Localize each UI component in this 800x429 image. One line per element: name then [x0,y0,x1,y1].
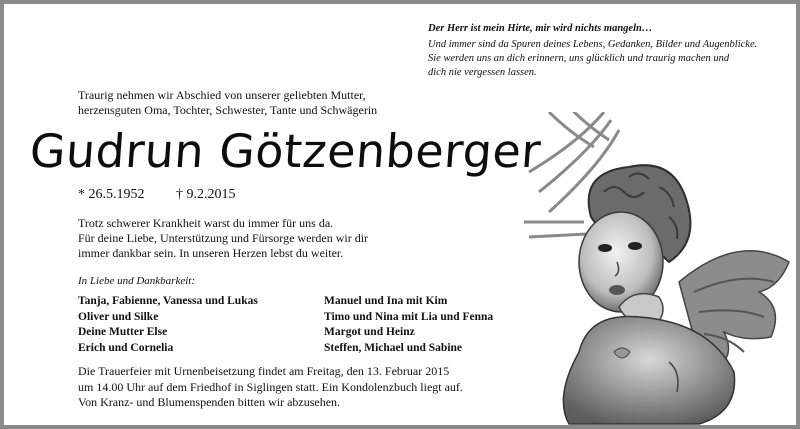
tribute-line: Für deine Liebe, Unterstützung und Fürsorge werden wir dir [78,231,369,245]
psalm-line: Sie werden uns an dich erinnern, uns glücklich und traurig machen und [428,53,730,64]
ceremony-line: Die Trauerfeier mit Urnenbeisetzung findet am Freitag, den 13. Februar 2015 [78,364,450,378]
intro-line: Traurig nehmen wir Abschied von unserer geliebten Mutter, [78,88,366,102]
tribute-line: Trotz schwerer Krankheit warst du immer für uns da. [78,216,334,230]
intro-line: herzensguten Oma, Tochter, Schwester, Tante und Schwägerin [78,103,378,117]
mourner-entry: Erich und Cornelia [78,341,174,354]
psalm-line: dich nie vergessen lassen. [428,67,537,78]
ceremony-info [78,364,548,411]
tribute-text [78,216,428,261]
angel-illustration [509,112,796,425]
mourner-entry: Manuel und Ina mit Kim [324,295,448,307]
ceremony-line: Von Kranz- und Blumenspenden bitten wir abzusehen. [78,395,341,409]
death-date: † 9.2.2015 [176,187,236,202]
deceased-name: Gudrun Götzenberger [28,124,543,178]
mourners-list [78,294,538,356]
life-dates [78,186,236,204]
psalm-line: Und immer sind da Spuren deines Lebens, Gedanken, Bilder und Augenblicke. [428,39,758,50]
intro-text [78,88,438,118]
birth-date: * 26.5.1952 [78,187,145,202]
ceremony-line: um 14.00 Uhr auf dem Friedhof in Siglingen statt. Ein Kondolenzbuch liegt auf. [78,379,463,394]
psalm-quote [428,22,788,80]
mourner-entry: Tanja, Fabienne, Vanessa und Lukas [78,295,258,307]
psalm-title: Der Herr ist mein Hirte, mir wird nichts mangeln… [428,23,653,34]
mourner-entry: Margot und Heinz [324,326,415,338]
mourner-entry: Deine Mutter Else [78,326,168,338]
mourner-entry: Oliver und Silke [78,310,159,323]
mourner-entry: Timo und Nina mit Lia und Fenna [324,310,494,323]
mourners-heading: In Liebe und Dankbarkeit: [78,275,195,287]
tribute-line: immer dankbar sein. In unseren Herzen lebst du weiter. [78,246,344,260]
mourner-entry: Steffen, Michael und Sabine [324,341,463,354]
